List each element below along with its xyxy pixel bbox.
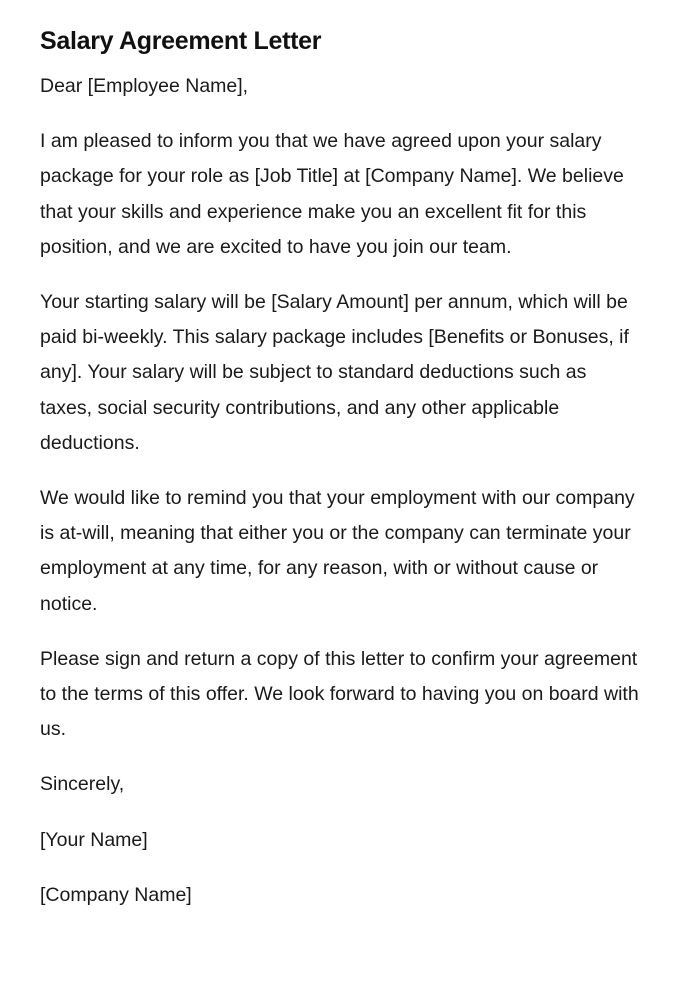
paragraph-salary-package: I am pleased to inform you that we have agreed upon your salary package for your role as [Job Title] at [Company Name]. We believe that your skills and experience make you an excellent fit for this position, and we are excited to have you join our team. <box>40 130 624 258</box>
salutation: Dear [Employee Name], <box>40 75 249 97</box>
closing: Sincerely, <box>40 773 125 796</box>
letter-title: Salary Agreement Letter <box>40 27 322 55</box>
signer-name: [Your Name] <box>40 828 148 851</box>
paragraph-sign-return: Please sign and return a copy of this letter to confirm your agreement to the terms of this offer. We look forward to having you on board with us. <box>40 647 639 741</box>
paragraph-at-will: We would like to remind you that your employment with our company is at-will, meaning that either you or the company can terminate your employment at any time, for any reason, with or without cause or notice. <box>40 487 635 615</box>
paragraph-starting-salary: Your starting salary will be [Salary Amount] per annum, which will be paid bi-weekly. This salary package includes [Benefits or Bonuses, if any]. Your salary will be subject to standard deductions such as taxes, social security contributions, and any other applicable deductions. <box>40 291 629 454</box>
signer-company: [Company Name] <box>40 883 192 906</box>
